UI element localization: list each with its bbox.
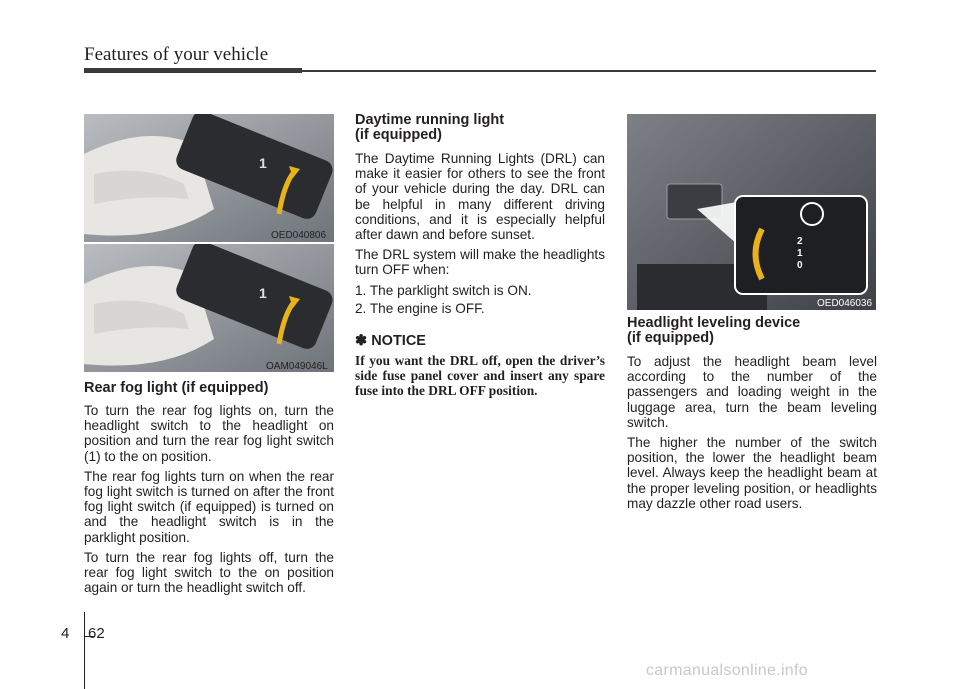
figure-code-2: OAM049046L	[266, 361, 328, 372]
svg-text:2: 2	[797, 236, 803, 247]
svg-text:1: 1	[259, 285, 267, 301]
figure-code-1: OED040806	[271, 230, 327, 241]
rear-fog-heading: Rear fog light (if equipped)	[84, 380, 269, 396]
watermark: carmanualsonline.info	[646, 662, 808, 679]
notice-heading-text: NOTICE	[371, 333, 426, 350]
leveling-paragraph: The higher the number of the switch position, the lower the headlight beam level. Always keep the headlight beam at the proper leveling position, or headlights may dazzle other road users.	[627, 435, 877, 511]
chapter-number: 4	[61, 625, 70, 642]
fog-switch-photo-type-b	[84, 244, 334, 372]
notice-symbol-icon: ✽	[355, 333, 368, 350]
drl-paragraph: The DRL system will make the headlights turn OFF when:	[355, 247, 605, 278]
svg-text:1: 1	[259, 155, 267, 171]
hand-on-lever-illustration	[84, 114, 334, 242]
drl-heading-line2: (if equipped)	[355, 127, 442, 143]
fog-switch-photo-type-a	[84, 114, 334, 242]
drl-list-item: 2. The engine is OFF.	[355, 300, 485, 316]
notice-heading	[355, 333, 605, 349]
svg-text:1: 1	[797, 248, 803, 259]
drl-heading-line1: Daytime running light	[355, 112, 505, 128]
headlight-leveling-photo	[627, 114, 876, 310]
page-header-title: Features of your vehicle	[84, 44, 269, 65]
leveling-paragraph: To adjust the headlight beam level according to the number of the passengers and loading weight in the luggage area, turn the beam leveling switch.	[627, 354, 877, 430]
svg-text:0: 0	[797, 260, 803, 271]
leveling-heading-line1: Headlight leveling device	[627, 315, 801, 331]
page-number: 62	[88, 625, 105, 642]
header-rule-thick	[84, 68, 302, 73]
rear-fog-section	[84, 381, 334, 600]
rear-fog-paragraph: The rear fog lights turn on when the rear fog light switch is turned on after the front fog light switch (if equipped) is turned on and the headlight switch is in the parklight position.	[84, 468, 334, 545]
drl-section	[355, 113, 605, 399]
rear-fog-paragraph: To turn the rear fog lights off, turn the rear fog light switch to the on position again or turn the headlight switch off.	[84, 549, 334, 596]
header-rule-thin	[302, 70, 876, 72]
notice-body: If you want the DRL off, open the driver’s side fuse panel cover and insert any spare fuse into the DRL OFF position.	[355, 353, 605, 399]
hand-on-lever-illustration	[84, 244, 334, 372]
leveling-heading-line2: (if equipped)	[627, 330, 714, 346]
leveling-section	[627, 316, 877, 516]
drl-paragraph: The Daytime Running Lights (DRL) can make it easier for others to see the front of your vehicle during the day. DRL can be helpful in many different driving conditions, and it is especially helpful after dawn and before sunset.	[355, 151, 605, 243]
rear-fog-paragraph: To turn the rear fog lights on, turn the headlight switch to the headlight on position and turn the rear fog light switch (1) to the on position.	[84, 403, 334, 464]
drl-list-item: 1. The parklight switch is ON.	[355, 282, 532, 298]
figure-code-3: OED046036	[817, 298, 873, 309]
footer-divider	[84, 612, 85, 689]
leveling-switch-illustration	[627, 114, 876, 310]
